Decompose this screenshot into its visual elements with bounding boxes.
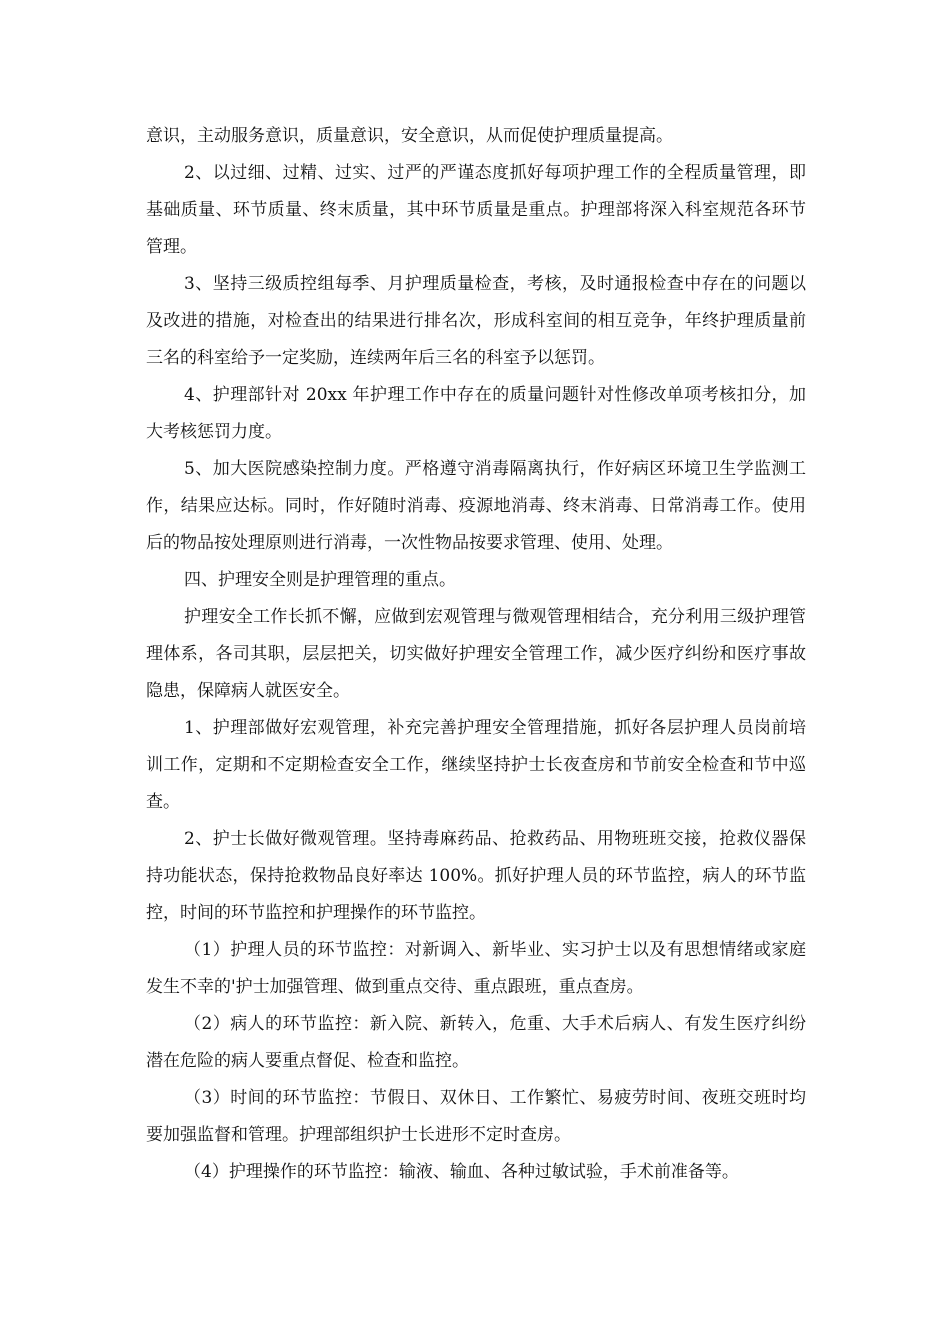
paragraph-continuation: 意识，主动服务意识，质量意识，安全意识，从而促使护理质量提高。 (146, 126, 673, 146)
paragraph-monitor-4: （4）护理操作的环节监控：输液、输血、各种过敏试验，手术前准备等。 (184, 1162, 739, 1182)
paragraph-item-3: 3、坚持三级质控组每季、月护理质量检查，考核，及时通报检查中存在的问题以及改进的措施，对检查出的结果进行排名次，形成科室间的相互竞争，年终护理质量前三名的科室给予一定奖励，连续两年后三名的科室予以惩罚。 (146, 274, 806, 368)
section-heading-4: 四、护理安全则是护理管理的重点。 (184, 570, 456, 590)
paragraph-item-5: 5、加大医院感染控制力度。严格遵守消毒隔离执行，作好病区环境卫生学监测工作，结果应达标。同时，作好随时消毒、疫源地消毒、终末消毒、日常消毒工作。使用后的物品按处理原则进行消毒，一次性物品按要求管理、使用、处理。 (146, 459, 806, 553)
paragraph-monitor-3: （3）时间的环节监控：节假日、双休日、工作繁忙、易疲劳时间、夜班交班时均要加强监督和管理。护理部组织护士长进形不定时查房。 (146, 1088, 806, 1145)
document-body (146, 118, 806, 1191)
paragraph-item-2: 2、以过细、过精、过实、过严的严谨态度抓好每项护理工作的全程质量管理，即基础质量、环节质量、终末质量，其中环节质量是重点。护理部将深入科室规范各环节管理。 (146, 163, 806, 257)
paragraph-item-4: 4、护理部针对 20xx 年护理工作中存在的质量问题针对性修改单项考核扣分，加大考核惩罚力度。 (146, 385, 806, 442)
paragraph-monitor-2: （2）病人的环节监控：新入院、新转入，危重、大手术后病人、有发生医疗纠纷潜在危险的病人要重点督促、检查和监控。 (146, 1014, 806, 1071)
paragraph-monitor-1: （1）护理人员的环节监控：对新调入、新毕业、实习护士以及有思想情绪或家庭发生不幸的'护士加强管理、做到重点交待、重点跟班，重点查房。 (146, 940, 806, 997)
paragraph-safety-2: 2、护士长做好微观管理。坚持毒麻药品、抢救药品、用物班班交接，抢救仪器保持功能状态，保持抢救物品良好率达 100%。抓好护理人员的环节监控，病人的环节监控，时间的环节监控和护理操作的环节监控。 (146, 829, 806, 923)
paragraph-safety-1: 1、护理部做好宏观管理，补充完善护理安全管理措施，抓好各层护理人员岗前培训工作，定期和不定期检查安全工作，继续坚持护士长夜查房和节前安全检查和节中巡查。 (146, 718, 806, 812)
paragraph-safety-intro: 护理安全工作长抓不懈，应做到宏观管理与微观管理相结合，充分利用三级护理管理体系，各司其职，层层把关，切实做好护理安全管理工作，减少医疗纠纷和医疗事故隐患，保障病人就医安全。 (146, 607, 806, 701)
